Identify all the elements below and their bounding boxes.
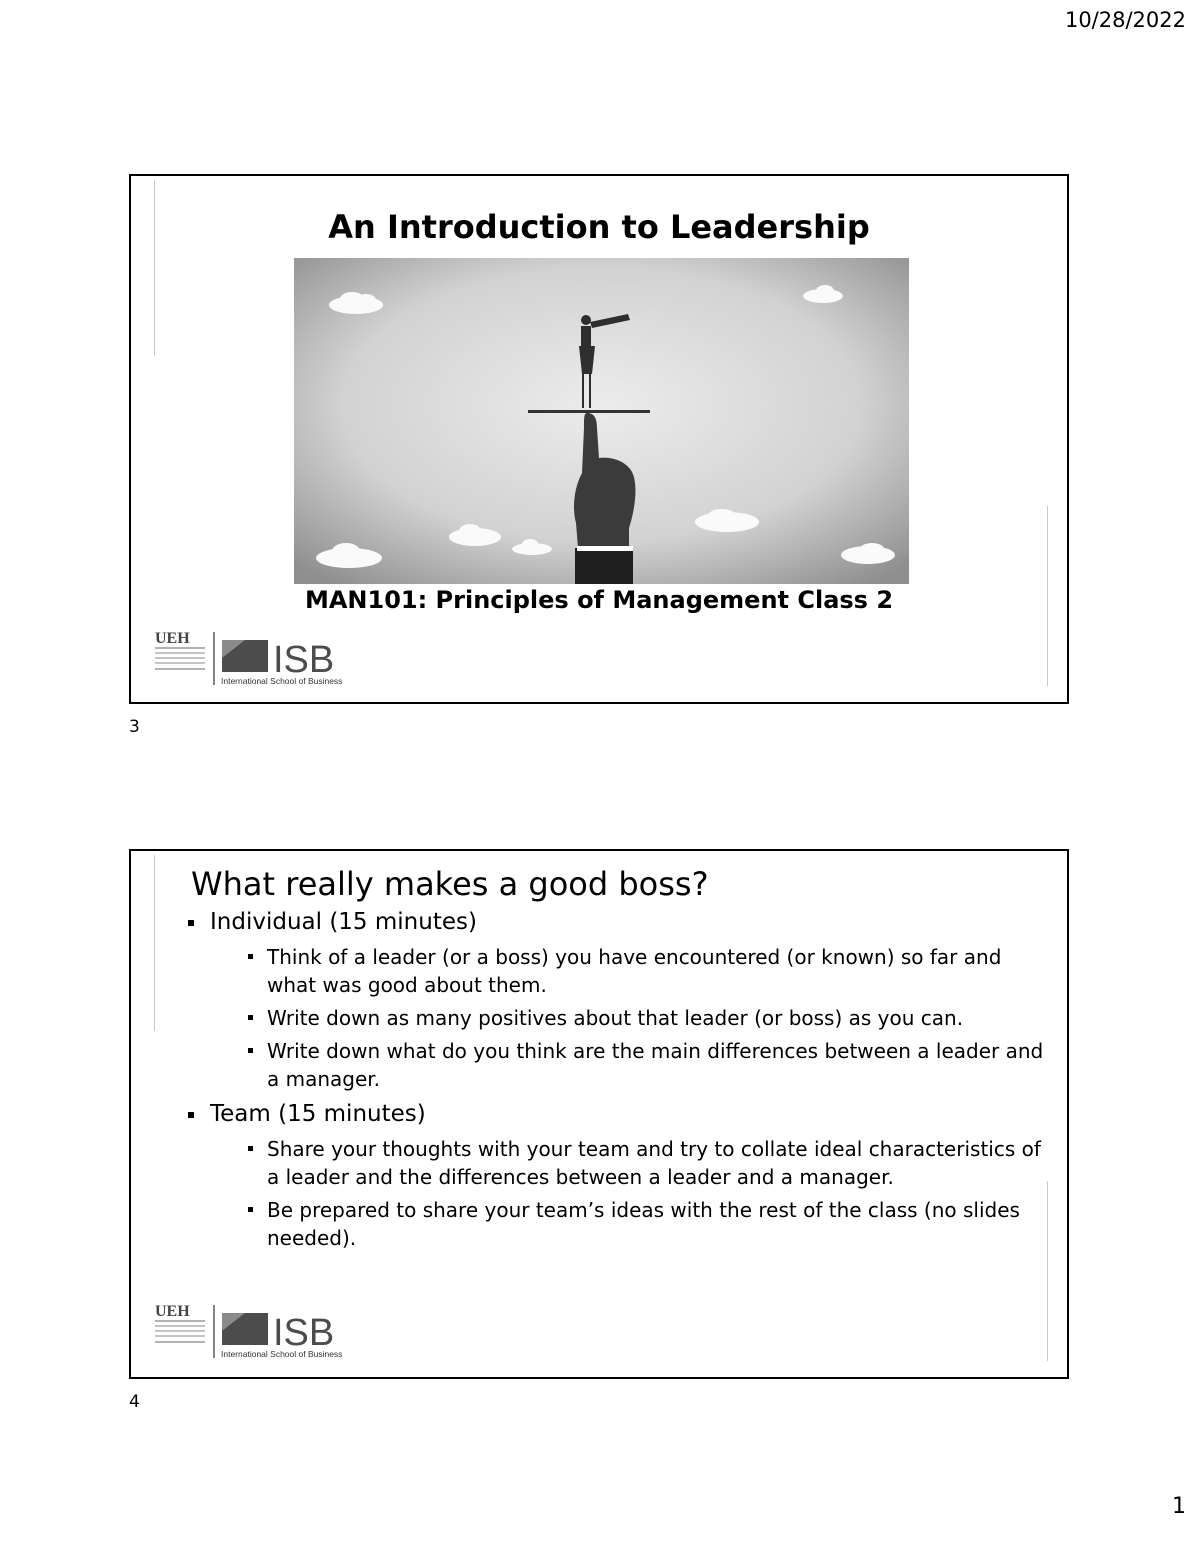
slide-4 xyxy=(129,849,1069,1379)
bullet-icon xyxy=(248,1015,253,1020)
slide-number: 4 xyxy=(129,1392,140,1412)
svg-text:UEH: UEH xyxy=(155,1303,190,1320)
svg-text:ISB: ISB xyxy=(273,1312,335,1354)
bullet-icon xyxy=(248,1207,253,1212)
ueh-isb-logo xyxy=(153,628,368,688)
bullet-text: Write down as many positives about that leader (or boss) as you can. xyxy=(267,1006,964,1030)
list-item xyxy=(210,1196,1056,1252)
sub-bullet-list xyxy=(210,1135,1056,1252)
bullet-text: Be prepared to share your team’s ideas with the rest of the class (no slides needed). xyxy=(267,1198,1020,1250)
bullet-list xyxy=(186,909,1056,1260)
svg-text:UEH: UEH xyxy=(155,630,190,647)
bullet-icon xyxy=(248,1146,253,1151)
bullet-text: Think of a leader (or a boss) you have encountered (or known) so far and what was good about them. xyxy=(267,945,1002,997)
list-item xyxy=(210,1037,1056,1093)
svg-text:ISB: ISB xyxy=(273,639,335,681)
platform-bar xyxy=(528,410,650,413)
list-item xyxy=(186,909,1056,1093)
slide-accent-line xyxy=(154,855,155,1031)
slide-number: 3 xyxy=(129,717,140,737)
bullet-icon xyxy=(248,1048,253,1053)
slide-accent-line xyxy=(154,180,155,356)
sub-bullet-list xyxy=(210,943,1056,1093)
bullet-text: Individual (15 minutes) xyxy=(210,909,477,935)
bullet-text: Write down what do you think are the main differences between a leader and a manager. xyxy=(267,1039,1044,1091)
svg-text:International School of Busine: International School of Business xyxy=(221,1349,343,1359)
print-date: 10/28/2022 xyxy=(1064,8,1186,32)
bullet-icon xyxy=(248,954,253,959)
page-number: 1 xyxy=(1172,1494,1186,1519)
svg-text:International School of Busine: International School of Business xyxy=(221,676,343,686)
list-item xyxy=(210,1004,1056,1032)
bullet-icon xyxy=(188,1112,194,1118)
list-item xyxy=(186,1101,1056,1252)
leadership-illustration xyxy=(294,258,909,584)
bullet-text: Share your thoughts with your team and try to collate ideal characteristics of a leader and the differences between a leader and a manager. xyxy=(267,1137,1041,1189)
bullet-icon xyxy=(188,920,194,926)
bullet-text: Team (15 minutes) xyxy=(210,1101,426,1127)
slide-3 xyxy=(129,174,1069,704)
ueh-isb-logo xyxy=(153,1301,368,1361)
slide-subtitle: MAN101: Principles of Management Class 2 xyxy=(304,586,894,614)
list-item xyxy=(210,943,1056,999)
list-item xyxy=(210,1135,1056,1191)
slide-title: An Introduction to Leadership xyxy=(328,208,870,246)
slide-title: What really makes a good boss? xyxy=(191,865,709,903)
